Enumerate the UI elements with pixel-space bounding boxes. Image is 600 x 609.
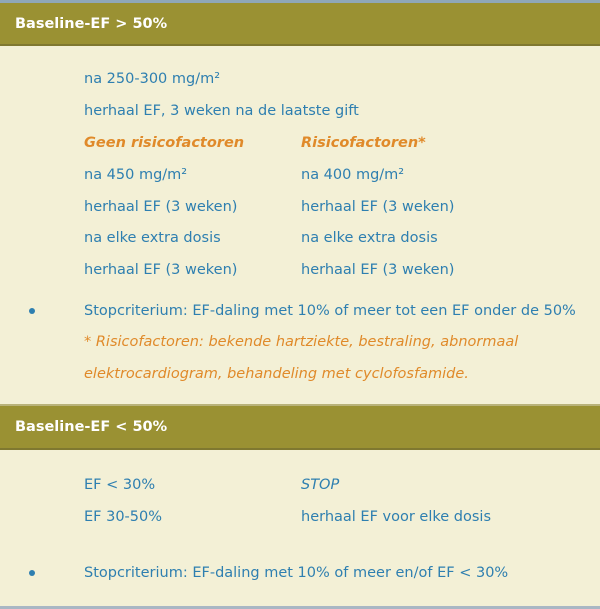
no-risk-item: herhaal EF (3 weken) — [84, 199, 238, 215]
no-risk-item: na 450 mg/m² — [84, 167, 188, 183]
section-header-baseline-above-50 — [0, 3, 600, 46]
section-header-baseline-below-50 — [0, 404, 600, 450]
risk-item: na elke extra dosis — [301, 230, 438, 246]
stop-criterion: Stopcriterium: EF-daling met 10% of meer tot een EF onder de 50% — [84, 303, 576, 319]
risk-item: herhaal EF (3 weken) — [301, 199, 455, 215]
ef-row-right: STOP — [301, 477, 340, 493]
ef-row-left: EF < 30% — [84, 477, 156, 493]
no-risk-item: na elke extra dosis — [84, 230, 221, 246]
section-header-label: Baseline-EF > 50% — [15, 15, 168, 32]
risk-factors-heading: Risicofactoren* — [301, 135, 426, 151]
dose-threshold: na 250-300 mg/m² — [84, 71, 221, 87]
ef-row-left: EF 30-50% — [84, 509, 163, 525]
bullet-icon — [29, 570, 35, 576]
repeat-ef-instruction: herhaal EF, 3 weken na de laatste gift — [84, 103, 359, 119]
stop-criterion: Stopcriterium: EF-daling met 10% of meer en/of EF < 30% — [84, 565, 509, 581]
no-risk-factors-heading: Geen risicofactoren — [84, 135, 245, 151]
risk-item: na 400 mg/m² — [301, 167, 405, 183]
risk-factors-note: * Risicofactoren: bekende hartziekte, bestraling, abnormaal — [84, 334, 519, 350]
bullet-icon — [29, 308, 35, 314]
no-risk-item: herhaal EF (3 weken) — [84, 262, 238, 278]
ef-row-right: herhaal EF voor elke dosis — [301, 509, 491, 525]
risk-item: herhaal EF (3 weken) — [301, 262, 455, 278]
section-header-label: Baseline-EF < 50% — [15, 419, 168, 435]
risk-factors-note-continued: elektrocardiogram, behandeling met cyclofosfamide. — [84, 366, 469, 382]
